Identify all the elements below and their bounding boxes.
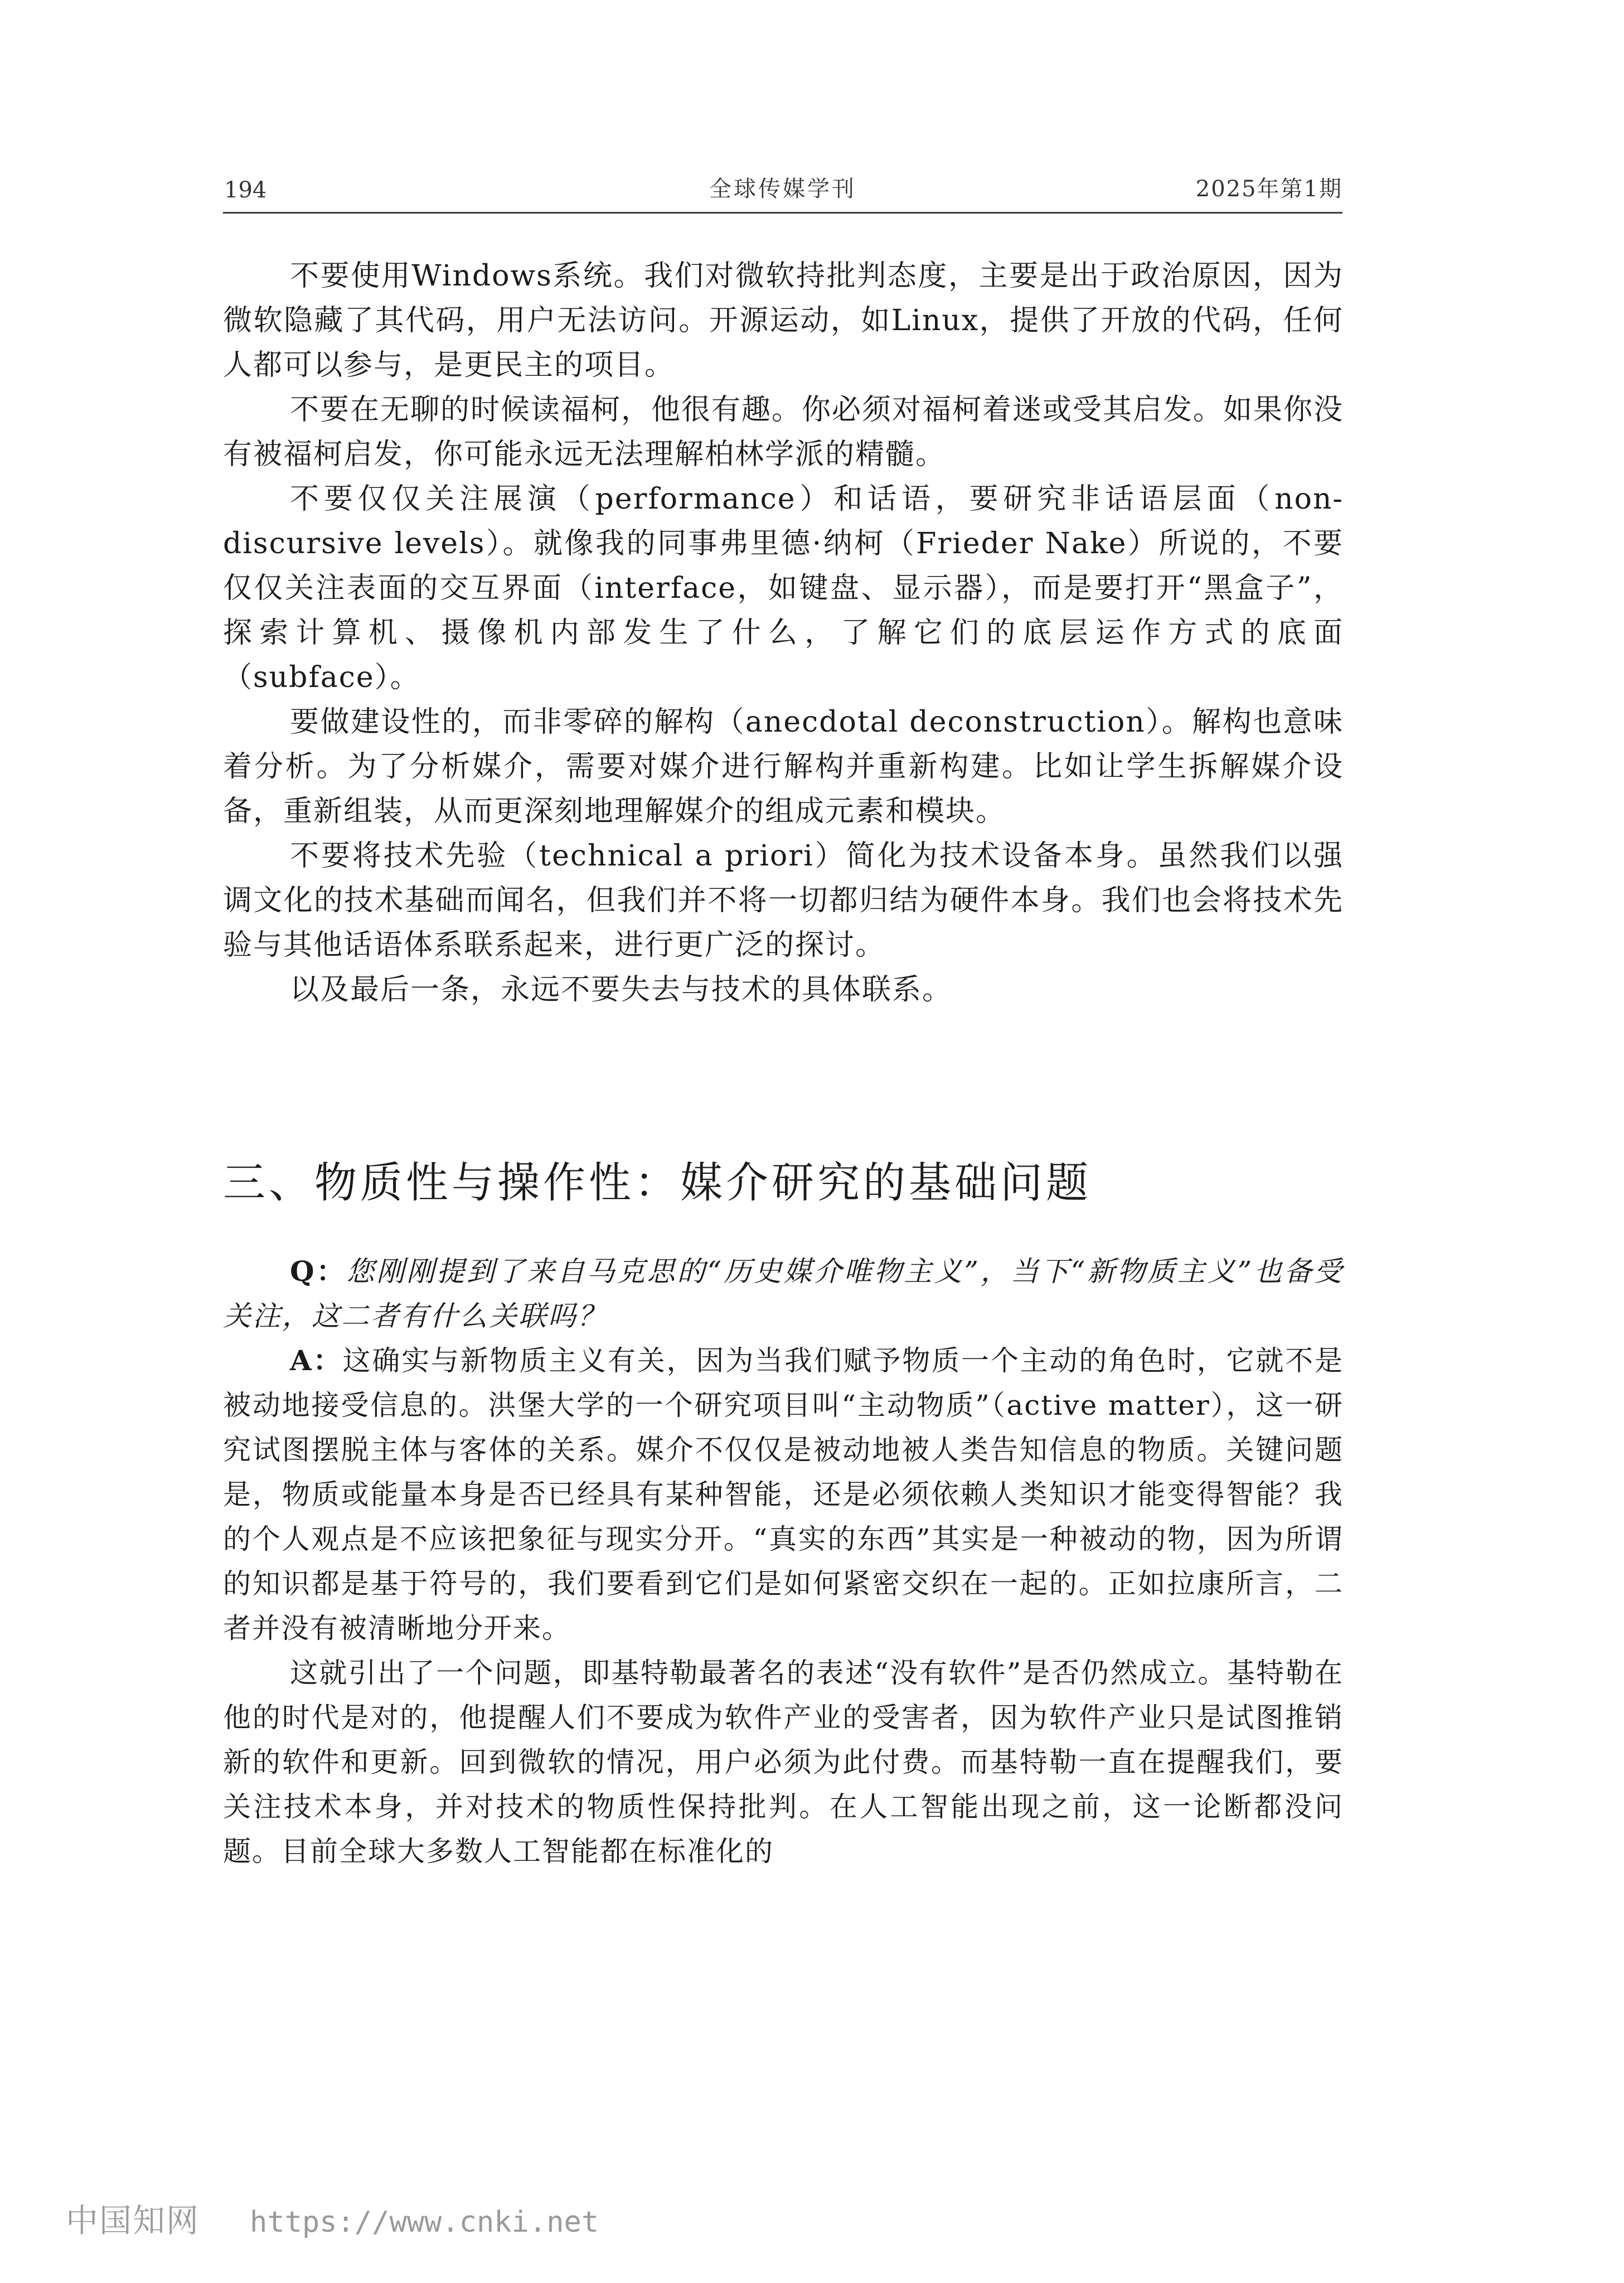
body-text [223, 254, 1344, 1012]
paragraph: 以及最后一条，永远不要失去与技术的具体联系。 [290, 973, 953, 1007]
question-paragraph [223, 1249, 1344, 1338]
question-text: 您刚刚提到了来自马克思的“历史媒介唯物主义”，当下“新物质主义”也备受关注，这二者有什么关联吗？ [223, 1255, 1344, 1332]
interview-section [223, 1249, 1344, 1874]
paragraph: 不要在无聊的时候读福柯，他很有趣。你必须对福柯着迷或受其启发。如果你没有被福柯启发，你可能永远无法理解柏林学派的精髓。 [223, 393, 1344, 471]
section-heading: 三、物质性与操作性：媒介研究的基础问题 [223, 1158, 1092, 1207]
paragraph: 要做建设性的，而非零碎的解构（anecdotal deconstruction）。解构也意味着分析。为了分析媒介，需要对媒介进行解构并重新构建。比如让学生拆解媒介设备，重新组装，从而更深刻地理解媒介的组成元素和模块。 [223, 705, 1344, 828]
running-header [223, 167, 1342, 214]
answer-text: 这确实与新物质主义有关，因为当我们赋予物质一个主动的角色时，它就不是被动地接受信息的。洪堡大学的一个研究项目叫“主动物质”（active matter），这一研究试图摆脱主体与客体的关系。媒介不仅仅是被动地被人类告知信息的物质。关键问题是，物质或能量本身是否已经具有某种智能，还是必须依赖人类知识才能变得智能？我的个人观点是不应该把象征与现实分开。“真实的东西”其实是一种被动的物，因为所谓的知识都是基于符号的，我们要看到它们是如何紧密交织在一起的。正如拉康所言，二者并没有被清晰地分开来。 [223, 1344, 1344, 1644]
answer-label: A： [290, 1344, 343, 1377]
watermark-name: 中国知网 [66, 2202, 200, 2240]
paragraph: 不要仅仅关注展演（performance）和话语，要研究非话语层面（non-discursive levels）。就像我的同事弗里德·纳柯（Frieder Nake）所说的，不要仅仅关注表面的交互界面（interface，如键盘、显示器），而是要打开“黑盒子”，探索计算机、摄像机内部发生了什么，了解它们的底层运作方式的底面（subface）。 [223, 482, 1344, 694]
question-label: Q： [290, 1255, 347, 1288]
paragraph: 这就引出了一个问题，即基特勒最著名的表述“没有软件”是否仍然成立。基特勒在他的时代是对的，他提醒人们不要成为软件产业的受害者，因为软件产业只是试图推销新的软件和更新。回到微软的情况，用户必须为此付费。而基特勒一直在提醒我们，要关注技术本身，并对技术的物质性保持批判。在人工智能出现之前，这一论断都没问题。目前全球大多数人工智能都在标准化的 [223, 1657, 1344, 1868]
paragraph: 不要将技术先验（technical a priori）简化为技术设备本身。虽然我们以强调文化的技术基础而闻名，但我们并不将一切都归结为硬件本身。我们也会将技术先验与其他话语体系联系起来，进行更广泛的探讨。 [223, 839, 1344, 962]
cnki-watermark [66, 2194, 599, 2241]
paragraph: 不要使用Windows系统。我们对微软持批判态度，主要是出于政治原因，因为微软隐藏了其代码，用户无法访问。开源运动，如Linux，提供了开放的代码，任何人都可以参与，是更民主的项目。 [223, 259, 1344, 382]
issue-label: 2025年第1期 [1195, 176, 1342, 202]
watermark-url: https://www.cnki.net [250, 2205, 599, 2239]
page-number: 194 [224, 177, 267, 203]
answer-paragraph [223, 1338, 1344, 1651]
journal-title: 全球传媒学刊 [709, 176, 856, 202]
